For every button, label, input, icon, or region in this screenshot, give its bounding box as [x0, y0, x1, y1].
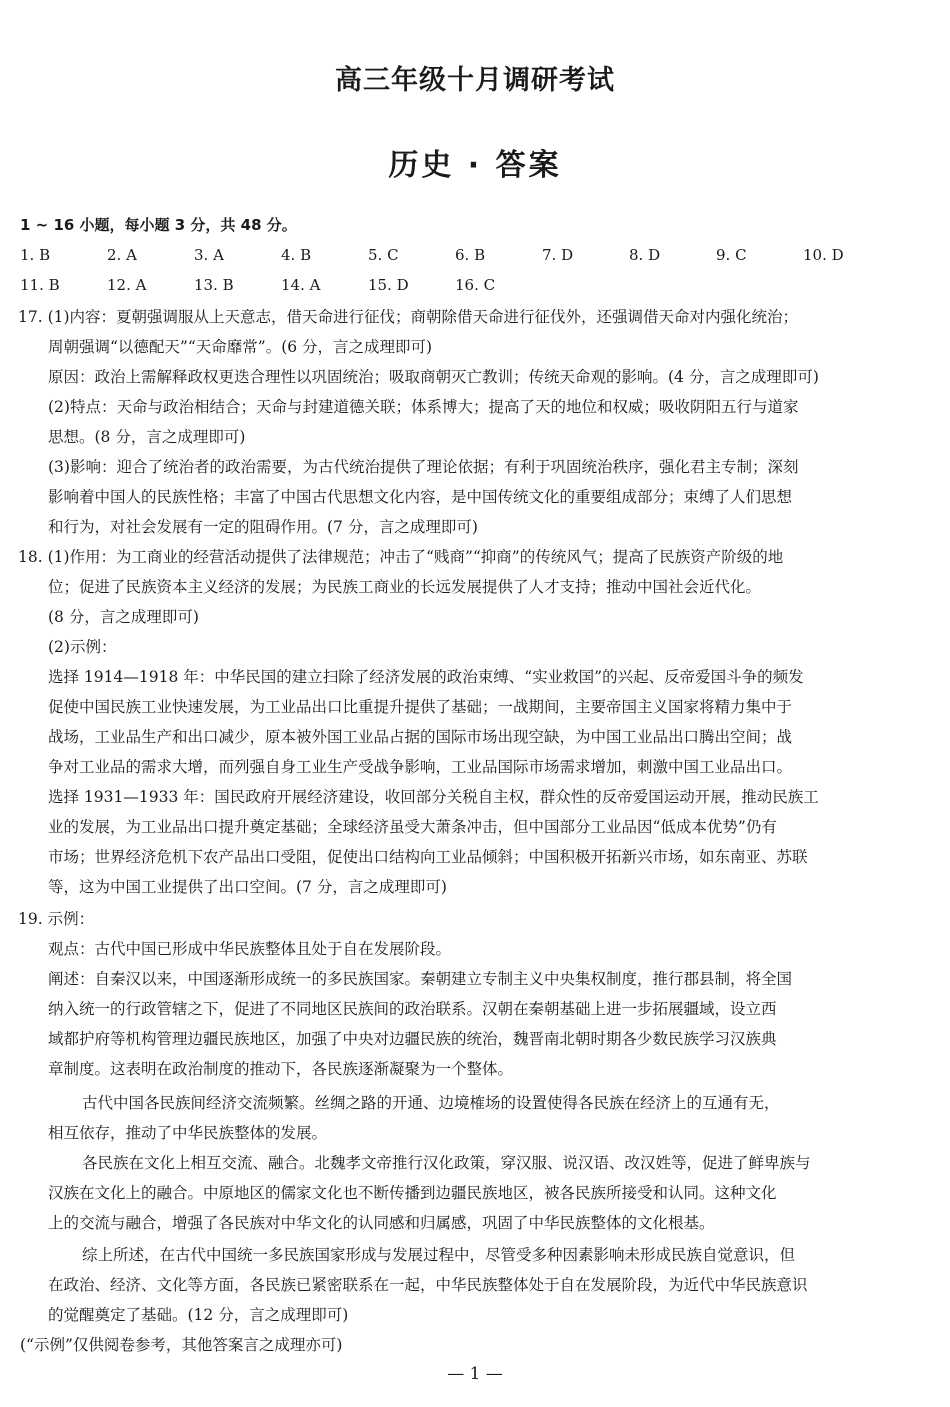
- q17-line: 和行为，对社会发展有一定的阻碍作用。(7 分，言之成理即可): [48, 518, 478, 536]
- q19-line: 纳入统一的行政管辖之下，促进了不同地区民族间的政治联系。汉朝在秦朝基础上进一步拓展疆域，设立西: [48, 1000, 777, 1018]
- mc-answer: 13. B: [194, 276, 234, 294]
- q17-line: (2)特点：天命与政治相结合；天命与封建道德关联；体系博大；提高了天的地位和权威；吸收阴阳五行与道家: [48, 398, 799, 416]
- mc-answer: 14. A: [281, 276, 321, 294]
- subject-title: 历史 · 答案: [388, 148, 562, 183]
- q18-line: (8 分，言之成理即可): [48, 608, 199, 626]
- q19-line: 观点：古代中国已形成中华民族整体且处于自在发展阶段。: [48, 940, 452, 958]
- mc-answer: 15. D: [368, 276, 409, 294]
- q19-line: 古代中国各民族间经济交流频繁。丝绸之路的开通、边境榷场的设置使得各民族在经济上的互通有无，: [82, 1094, 780, 1112]
- q19-line: 在政治、经济、文化等方面，各民族已紧密联系在一起，中华民族整体处于自在发展阶段，为近代中华民族意识: [48, 1276, 808, 1294]
- q18-line: 选择 1914—1918 年：中华民国的建立扫除了经济发展的政治束缚、“实业救国”的兴起、反帝爱国斗争的频发: [48, 668, 804, 686]
- q17-line: 17. (1)内容：夏朝强调服从上天意志，借天命进行征伐；商朝除借天命进行征伐外，还强调借天命对内强化统治；: [18, 308, 799, 326]
- q19-line: 章制度。这表明在政治制度的推动下，各民族逐渐凝聚为一个整体。: [48, 1060, 514, 1078]
- q18-line: 战场，工业品生产和出口减少，原本被外国工业品占据的国际市场出现空缺，为中国工业品出口腾出空间；战: [48, 728, 793, 746]
- grading-note: (“示例”仅供阅卷参考，其他答案言之成理亦可): [20, 1336, 343, 1354]
- mc-answer: 3. A: [194, 246, 224, 264]
- mc-intro: 1 ~ 16 小题，每小题 3 分，共 48 分。: [20, 216, 297, 234]
- q18-line: 业的发展，为工业品出口提升奠定基础；全球经济虽受大萧条冲击，但中国部分工业品因“低成本优势”仍有: [48, 818, 777, 836]
- q19-line: 相互依存，推动了中华民族整体的发展。: [48, 1124, 328, 1142]
- mc-answer: 2. A: [107, 246, 137, 264]
- q18-line: 促使中国民族工业快速发展，为工业品出口比重提升提供了基础；一战期间，主要帝国主义国家将精力集中于: [48, 698, 793, 716]
- q19-line: 汉族在文化上的融合。中原地区的儒家文化也不断传播到边疆民族地区，被各民族所接受和认同。这种文化: [48, 1184, 777, 1202]
- mc-answer: 6. B: [455, 246, 486, 264]
- q18-line: 市场；世界经济危机下农产品出口受阻，促使出口结构向工业品倾斜；中国积极开拓新兴市场，如东南亚、苏联: [48, 848, 808, 866]
- q19-line: 阐述：自秦汉以来，中国逐渐形成统一的多民族国家。秦朝建立专制主义中央集权制度，推行郡县制，将全国: [48, 970, 793, 988]
- page-number: — 1 —: [447, 1364, 503, 1384]
- q18-line: 争对工业品的需求大增，而列强自身工业生产受战争影响，工业品国际市场需求增加，刺激中国工业品出口。: [48, 758, 793, 776]
- q17-line: 思想。(8 分，言之成理即可): [48, 428, 246, 446]
- q18-line: 位；促进了民族资本主义经济的发展；为民族工商业的长远发展提供了人才支持；推动中国社会近代化。: [48, 578, 762, 596]
- q19-line: 域都护府等机构管理边疆民族地区，加强了中央对边疆民族的统治，魏晋南北朝时期各少数民族学习汉族典: [48, 1030, 777, 1048]
- mc-answer: 16. C: [455, 276, 496, 294]
- q17-line: 周朝强调“以德配天”“天命靡常”。(6 分，言之成理即可): [48, 338, 433, 356]
- mc-answer: 5. C: [368, 246, 399, 264]
- q17-line: 原因：政治上需解释政权更迭合理性以巩固统治；吸取商朝灭亡教训；传统天命观的影响。(4 分，言之成理即可): [48, 368, 819, 386]
- q19-line: 的觉醒奠定了基础。(12 分，言之成理即可): [48, 1306, 349, 1324]
- q17-line: (3)影响：迎合了统治者的政治需要，为古代统治提供了理论依据；有利于巩固统治秩序，强化君主专制；深刻: [48, 458, 799, 476]
- q19-line: 19. 示例：: [18, 910, 95, 928]
- mc-answer: 10. D: [803, 246, 844, 264]
- q19-line: 综上所述，在古代中国统一多民族国家形成与发展过程中，尽管受多种因素影响未形成民族自觉意识，但: [82, 1246, 796, 1264]
- mc-answer: 9. C: [716, 246, 747, 264]
- exam-title: 高三年级十月调研考试: [335, 65, 615, 96]
- q18-line: 等，这为中国工业提供了出口空间。(7 分，言之成理即可): [48, 878, 447, 896]
- mc-answer: 7. D: [542, 246, 574, 264]
- mc-answer: 8. D: [629, 246, 661, 264]
- mc-answer: 11. B: [20, 276, 60, 294]
- q18-line: 18. (1)作用：为工商业的经营活动提供了法律规范；冲击了“贱商”“抑商”的传统风气；提高了民族资产阶级的地: [18, 548, 784, 566]
- q18-line: (2)示例：: [48, 638, 117, 656]
- q19-line: 上的交流与融合，增强了各民族对中华文化的认同感和归属感，巩固了中华民族整体的文化根基。: [48, 1214, 715, 1232]
- mc-answer: 12. A: [107, 276, 147, 294]
- q18-line: 选择 1931—1933 年：国民政府开展经济建设，收回部分关税自主权，群众性的反帝爱国运动开展，推动民族工: [48, 788, 819, 806]
- mc-answer: 4. B: [281, 246, 312, 264]
- q19-line: 各民族在文化上相互交流、融合。北魏孝文帝推行汉化政策，穿汉服、说汉语、改汉姓等，促进了鲜卑族与: [82, 1154, 811, 1172]
- q17-line: 影响着中国人的民族性格；丰富了中国古代思想文化内容，是中国传统文化的重要组成部分；束缚了人们思想: [48, 488, 793, 506]
- mc-answer: 1. B: [20, 246, 51, 264]
